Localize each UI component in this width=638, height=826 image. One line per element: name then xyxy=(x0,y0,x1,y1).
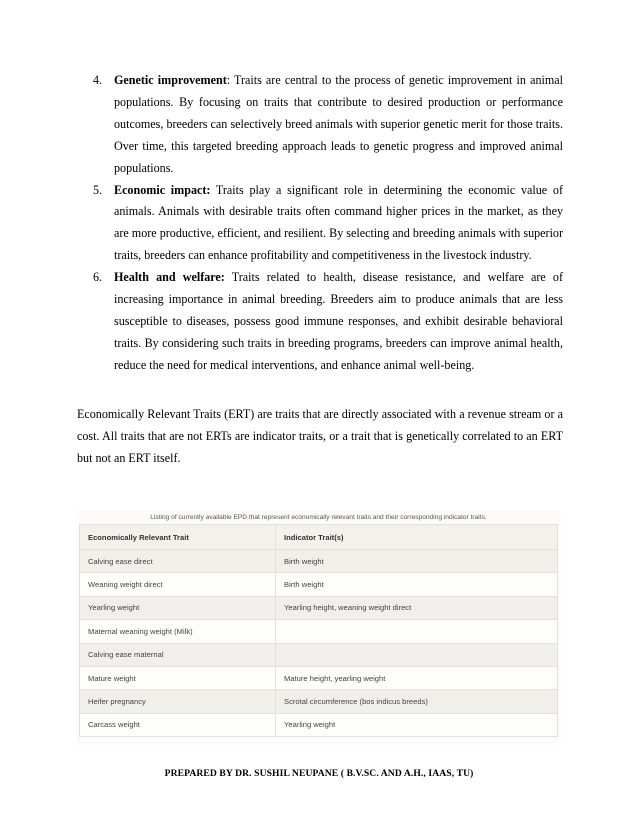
ert-cell: Mature weight xyxy=(80,666,276,689)
ert-cell: Maternal weaning weight (Milk) xyxy=(80,620,276,643)
table-row xyxy=(80,596,558,619)
figure-caption: Listing of currently available EPD that represent economically relevant traits and their corresponding indicator traits. xyxy=(150,514,487,521)
table-row xyxy=(80,666,558,689)
list-item xyxy=(77,70,563,180)
ert-table-figure xyxy=(76,510,561,745)
numbered-trait-list xyxy=(77,70,563,377)
list-number: 4. xyxy=(93,73,103,87)
ert-cell: Calving ease direct xyxy=(80,550,276,573)
list-item-term: Health and welfare: xyxy=(114,270,225,285)
list-item-text: Traits related to health, disease resistance, and welfare are of increasing importance in animal breeding. Breeders aim to produce animals that are less susceptible to diseases, possess good immune responses, and exhibit desirable behavioral traits. By considering such traits in breeding programs, breeders can improve animal health, reduce the need for medical interventions, and enhance animal well-being. xyxy=(114,270,563,372)
column-header-indicator: Indicator Trait(s) xyxy=(276,525,558,550)
indicator-cell: Birth weight xyxy=(276,550,558,573)
page-footer: PREPARED BY DR. SUSHIL NEUPANE ( B.V.SC. AND A.H., IAAS, TU) xyxy=(164,768,474,779)
table-row xyxy=(80,643,558,666)
ert-cell: Weaning weight direct xyxy=(80,573,276,596)
table-row xyxy=(80,573,558,596)
list-item-term: Economic impact: xyxy=(114,182,211,197)
ert-cell: Calving ease maternal xyxy=(80,643,276,666)
table-row xyxy=(80,713,558,736)
list-item-term: Genetic improvement xyxy=(114,73,227,87)
table-row xyxy=(80,620,558,643)
list-item-text: Traits play a significant role in determining the economic value of animals. Animals with desirable traits often command higher prices in the market, as they are more productive, efficient, and resilient. By selecting and breeding animals with superior traits, breeders can enhance profitability and competitiveness in the livestock industry. xyxy=(114,182,563,263)
indicator-cell xyxy=(276,643,558,666)
column-header-ert: Economically Relevant Trait xyxy=(80,525,276,550)
indicator-cell: Scrotal circumference (bos indicus breeds) xyxy=(276,690,558,713)
indicator-cell: Birth weight xyxy=(276,573,558,596)
ert-definition-paragraph: Economically Relevant Traits (ERT) are traits that are directly associated with a revenue stream or a cost. All traits that are not ERTs are indicator traits, or a trait that is genetically correlated to an ERT but not an ERT itself. xyxy=(77,407,563,465)
table-row xyxy=(80,550,558,573)
list-item-text: : Traits are central to the process of genetic improvement in animal populations. By focusing on traits that contribute to desired production or performance outcomes, breeders can selectively breed animals with superior genetic merit for those traits. Over time, this targeted breeding approach leads to genetic progress and improved animal populations. xyxy=(114,73,563,175)
list-item xyxy=(77,180,563,268)
ert-cell: Carcass weight xyxy=(80,713,276,736)
indicator-cell: Mature height, yearling weight xyxy=(276,666,558,689)
table-row xyxy=(80,690,558,713)
list-number: 5. xyxy=(93,182,103,197)
list-number: 6. xyxy=(93,270,103,285)
indicator-cell xyxy=(276,620,558,643)
ert-cell: Heifer pregnancy xyxy=(80,690,276,713)
indicator-cell: Yearling weight xyxy=(276,713,558,736)
table-header-row xyxy=(80,525,558,550)
list-item xyxy=(77,267,563,377)
ert-table xyxy=(79,524,558,737)
ert-cell: Yearling weight xyxy=(80,596,276,619)
indicator-cell: Yearling height, weaning weight direct xyxy=(276,596,558,619)
